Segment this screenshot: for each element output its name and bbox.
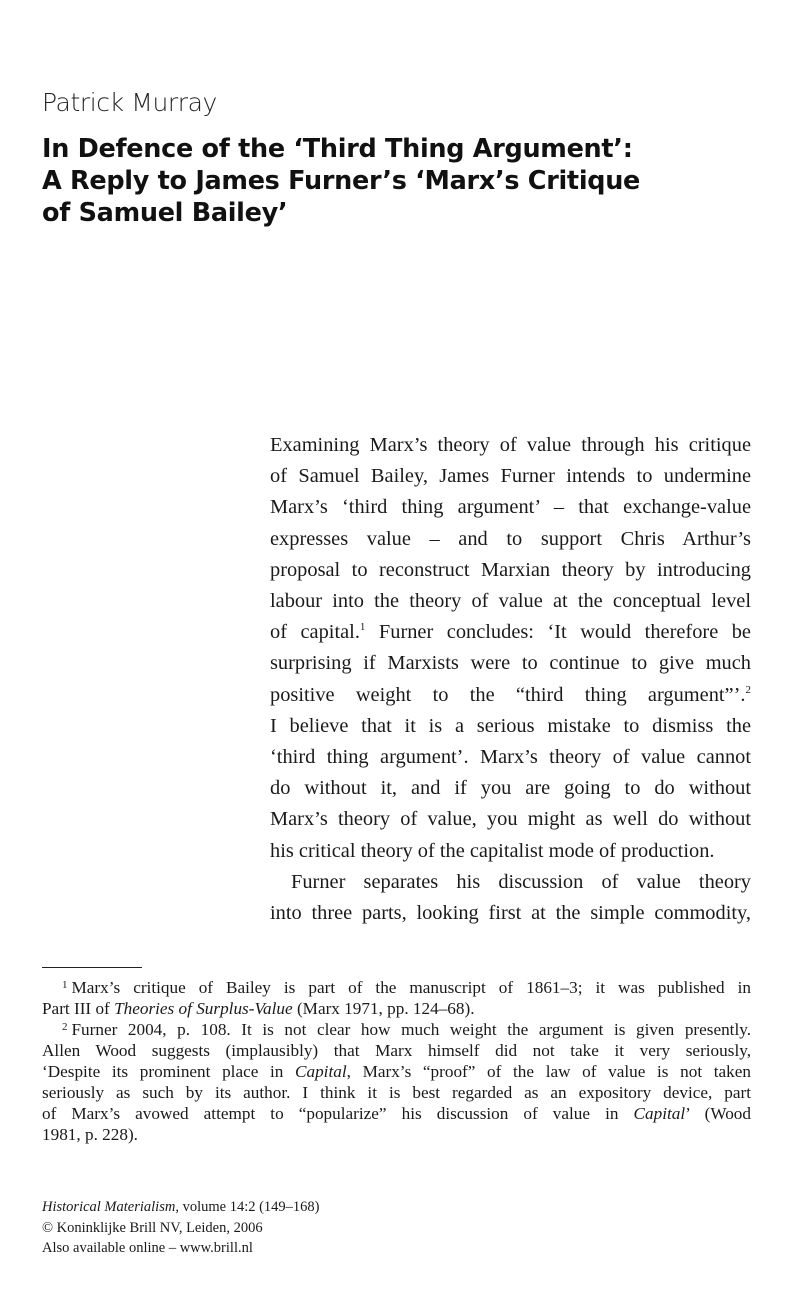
text-line: surprising if Marxists were to continue to give much	[270, 652, 751, 675]
author-name: Patrick Murray	[42, 88, 217, 117]
article-title	[42, 133, 722, 229]
footnote-line	[42, 1061, 751, 1082]
footnote-ref-2[interactable]: 2	[745, 683, 751, 696]
text-line: Marx’s theory of value, you might as well do without	[270, 808, 751, 831]
text-fragment: positive weight to the “third thing argument”’.	[270, 683, 746, 706]
text-line: Furner separates his discussion of value theory	[291, 870, 751, 893]
journal-volume: , volume 14:2 (149–168)	[175, 1199, 320, 1215]
footnote-divider	[42, 967, 142, 968]
text-line: Marx’s ‘third thing argument’ – that exchange-value	[270, 496, 751, 519]
text-line: his critical theory of the capitalist mode of production.	[270, 839, 715, 862]
text-line: into three parts, looking first at the simple commodity,	[270, 902, 751, 925]
text-line: ‘third thing argument’. Marx’s theory of value cannot	[270, 746, 751, 769]
text-line	[270, 617, 751, 648]
paragraph-2	[270, 867, 751, 929]
book-title: Capital	[633, 1104, 686, 1123]
text-fragment: of capital.	[270, 621, 360, 644]
footnote-line	[42, 977, 751, 998]
book-title: Capital	[295, 1062, 347, 1081]
footnote-line: seriously as such by its author. I think it is best regarded as an expository device, part	[42, 1083, 751, 1102]
title-line: A Reply to James Furner’s ‘Marx’s Critique	[42, 166, 641, 196]
text-fragment: ’ (Wood	[685, 1104, 751, 1123]
footnote-ref-1[interactable]: 1	[359, 621, 366, 634]
journal-info	[42, 1197, 320, 1259]
footnotes	[42, 977, 751, 1145]
text-fragment: , Marx’s “proof” of the law of value is not taken	[346, 1062, 751, 1081]
footnote-line: 1981, p. 228).	[42, 1125, 138, 1144]
title-line: In Defence of the ‘Third Thing Argument’:	[42, 134, 633, 164]
copyright-notice: © Koninklijke Brill NV, Leiden, 2006	[42, 1219, 263, 1236]
text-line: of Samuel Bailey, James Furner intends to undermine	[270, 465, 751, 488]
online-availability: Also available online – www.brill.nl	[42, 1240, 253, 1256]
footnote-line	[42, 1103, 751, 1124]
journal-citation	[42, 1197, 320, 1218]
text-fragment: (Marx 1971, pp. 124–68).	[292, 999, 475, 1018]
journal-name: Historical Materialism	[42, 1199, 176, 1215]
text-fragment: Marx’s critique of Bailey is part of the manuscript of 1861–3; it was published in	[71, 978, 751, 997]
text-fragment: of Marx’s avowed attempt to “popularize” his discussion of value in	[42, 1104, 634, 1123]
text-line: proposal to reconstruct Marxian theory by introducing	[270, 558, 751, 581]
text-fragment: Furner concludes: ‘It would therefore be	[365, 621, 751, 644]
text-line	[270, 680, 751, 711]
footnote-1	[42, 977, 751, 1019]
text-line: labour into the theory of value at the conceptual level	[270, 590, 751, 613]
text-line: I believe that it is a serious mistake to dismiss the	[270, 714, 751, 737]
footnote-line	[42, 998, 751, 1019]
paragraph-1	[270, 430, 751, 867]
body-text	[270, 430, 751, 929]
footnote-2	[42, 1019, 751, 1145]
text-line: Examining Marx’s theory of value through his critique	[270, 434, 751, 456]
footnote-line: Allen Wood suggests (implausibly) that Marx himself did not take it very seriously,	[42, 1041, 751, 1060]
book-title: Theories of Surplus-Value	[114, 999, 293, 1018]
footnote-number: 2	[62, 1021, 68, 1033]
footnote-line	[42, 1019, 751, 1040]
footnote-number: 1	[62, 979, 68, 991]
title-line: of Samuel Bailey’	[42, 198, 288, 228]
text-fragment: Furner 2004, p. 108. It is not clear how much weight the argument is given presently.	[71, 1020, 751, 1039]
text-line: do without it, and if you are going to do without	[270, 777, 751, 800]
text-line: expresses value – and to support Chris Arthur’s	[270, 527, 751, 550]
text-fragment: Part III of	[42, 999, 115, 1018]
text-fragment: ‘Despite its prominent place in	[42, 1062, 296, 1081]
